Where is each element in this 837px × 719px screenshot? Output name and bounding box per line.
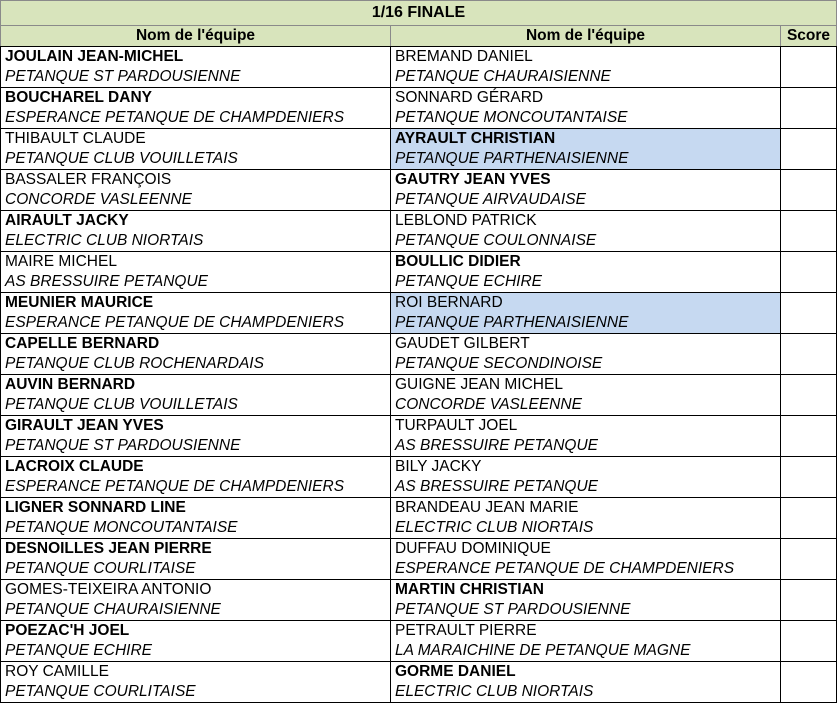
score-cell[interactable] (781, 129, 837, 170)
team1-club-name[interactable]: PETANQUE COURLITAISE (1, 682, 391, 703)
match-row-clubs (1, 231, 837, 252)
team1-club-name[interactable]: PETANQUE ST PARDOUSIENNE (1, 67, 391, 88)
team2-club-name[interactable]: PETANQUE PARTHENAISIENNE (391, 313, 781, 334)
score-cell[interactable] (781, 375, 837, 416)
match-row-names (1, 416, 837, 437)
score-header: Score (781, 26, 837, 47)
team2-club-name[interactable]: PETANQUE PARTHENAISIENNE (391, 149, 781, 170)
team1-player-name[interactable]: MAIRE MICHEL (1, 252, 391, 273)
team2-player-name[interactable]: BRANDEAU JEAN MARIE (391, 498, 781, 519)
team2-player-name[interactable]: DUFFAU DOMINIQUE (391, 539, 781, 560)
score-cell[interactable] (781, 88, 837, 129)
match-row-clubs (1, 641, 837, 662)
team2-player-name[interactable]: GAUDET GILBERT (391, 334, 781, 355)
match-row-names (1, 88, 837, 109)
team1-player-name[interactable]: POEZAC'H JOEL (1, 621, 391, 642)
team1-player-name[interactable]: ROY CAMILLE (1, 662, 391, 683)
match-row-names (1, 375, 837, 396)
team1-club-name[interactable]: ELECTRIC CLUB NIORTAIS (1, 231, 391, 252)
team1-club-name[interactable]: ESPERANCE PETANQUE DE CHAMPDENIERS (1, 313, 391, 334)
match-row-clubs (1, 67, 837, 88)
team1-player-name[interactable]: JOULAIN JEAN-MICHEL (1, 47, 391, 68)
team1-player-name[interactable]: LACROIX CLAUDE (1, 457, 391, 478)
match-row-clubs (1, 559, 837, 580)
match-row-clubs (1, 600, 837, 621)
team1-club-name[interactable]: PETANQUE COURLITAISE (1, 559, 391, 580)
team2-club-name[interactable]: PETANQUE COULONNAISE (391, 231, 781, 252)
match-row-names (1, 170, 837, 191)
match-row-names (1, 457, 837, 478)
team1-player-name[interactable]: AUVIN BERNARD (1, 375, 391, 396)
team2-player-name[interactable]: GAUTRY JEAN YVES (391, 170, 781, 191)
team1-club-name[interactable]: PETANQUE ECHIRE (1, 641, 391, 662)
score-cell[interactable] (781, 457, 837, 498)
title-row (1, 1, 837, 26)
score-cell[interactable] (781, 293, 837, 334)
team2-player-name[interactable]: MARTIN CHRISTIAN (391, 580, 781, 601)
match-row-clubs (1, 395, 837, 416)
team2-player-name[interactable]: ROI BERNARD (391, 293, 781, 314)
match-row-clubs (1, 436, 837, 457)
team2-player-name[interactable]: SONNARD GÉRARD (391, 88, 781, 109)
team1-header: Nom de l'équipe (1, 26, 391, 47)
team2-club-name[interactable]: AS BRESSUIRE PETANQUE (391, 477, 781, 498)
team1-player-name[interactable]: CAPELLE BERNARD (1, 334, 391, 355)
match-row-clubs (1, 108, 837, 129)
match-row-clubs (1, 354, 837, 375)
team2-player-name[interactable]: LEBLOND PATRICK (391, 211, 781, 232)
score-cell[interactable] (781, 334, 837, 375)
team1-player-name[interactable]: DESNOILLES JEAN PIERRE (1, 539, 391, 560)
team2-player-name[interactable]: BOULLIC DIDIER (391, 252, 781, 273)
score-cell[interactable] (781, 539, 837, 580)
team2-club-name[interactable]: PETANQUE SECONDINOISE (391, 354, 781, 375)
match-row-clubs (1, 477, 837, 498)
score-cell[interactable] (781, 252, 837, 293)
match-row-clubs (1, 313, 837, 334)
score-cell[interactable] (781, 580, 837, 621)
match-row-clubs (1, 272, 837, 293)
match-row-names (1, 129, 837, 150)
team1-player-name[interactable]: GIRAULT JEAN YVES (1, 416, 391, 437)
team1-player-name[interactable]: GOMES-TEIXEIRA ANTONIO (1, 580, 391, 601)
team2-club-name[interactable]: AS BRESSUIRE PETANQUE (391, 436, 781, 457)
match-row-clubs (1, 518, 837, 539)
team1-club-name[interactable]: PETANQUE CLUB VOUILLETAIS (1, 395, 391, 416)
team2-player-name[interactable]: BILY JACKY (391, 457, 781, 478)
match-row-clubs (1, 149, 837, 170)
team1-player-name[interactable]: THIBAULT CLAUDE (1, 129, 391, 150)
score-cell[interactable] (781, 662, 837, 703)
team2-player-name[interactable]: GUIGNE JEAN MICHEL (391, 375, 781, 396)
team1-club-name[interactable]: PETANQUE CLUB ROCHENARDAIS (1, 354, 391, 375)
team2-club-name[interactable]: CONCORDE VASLEENNE (391, 395, 781, 416)
team1-club-name[interactable]: CONCORDE VASLEENNE (1, 190, 391, 211)
match-row-names (1, 621, 837, 642)
match-row-names (1, 580, 837, 601)
score-cell[interactable] (781, 416, 837, 457)
team2-club-name[interactable]: ELECTRIC CLUB NIORTAIS (391, 682, 781, 703)
team2-player-name[interactable]: PETRAULT PIERRE (391, 621, 781, 642)
team2-club-name[interactable]: PETANQUE ST PARDOUSIENNE (391, 600, 781, 621)
team1-player-name[interactable]: BASSALER FRANÇOIS (1, 170, 391, 191)
team2-club-name[interactable]: PETANQUE ECHIRE (391, 272, 781, 293)
score-cell[interactable] (781, 47, 837, 88)
score-cell[interactable] (781, 498, 837, 539)
team2-club-name[interactable]: ESPERANCE PETANQUE DE CHAMPDENIERS (391, 559, 781, 580)
score-cell[interactable] (781, 170, 837, 211)
match-row-names (1, 47, 837, 68)
team2-club-name[interactable]: LA MARAICHINE DE PETANQUE MAGNE (391, 641, 781, 662)
match-row-names (1, 252, 837, 273)
team1-player-name[interactable]: LIGNER SONNARD LINE (1, 498, 391, 519)
team1-club-name[interactable]: PETANQUE ST PARDOUSIENNE (1, 436, 391, 457)
match-row-names (1, 293, 837, 314)
match-row-names (1, 334, 837, 355)
score-cell[interactable] (781, 621, 837, 662)
team2-player-name[interactable]: AYRAULT CHRISTIAN (391, 129, 781, 150)
team1-club-name[interactable]: PETANQUE CLUB VOUILLETAIS (1, 149, 391, 170)
team1-player-name[interactable]: MEUNIER MAURICE (1, 293, 391, 314)
score-cell[interactable] (781, 211, 837, 252)
match-row-names (1, 211, 837, 232)
team2-player-name[interactable]: BREMAND DANIEL (391, 47, 781, 68)
team1-club-name[interactable]: ESPERANCE PETANQUE DE CHAMPDENIERS (1, 108, 391, 129)
team2-club-name[interactable]: ELECTRIC CLUB NIORTAIS (391, 518, 781, 539)
team1-player-name[interactable]: AIRAULT JACKY (1, 211, 391, 232)
match-row-clubs (1, 682, 837, 703)
team1-club-name[interactable]: ESPERANCE PETANQUE DE CHAMPDENIERS (1, 477, 391, 498)
team1-player-name[interactable]: BOUCHAREL DANY (1, 88, 391, 109)
team1-club-name[interactable]: AS BRESSUIRE PETANQUE (1, 272, 391, 293)
team1-club-name[interactable]: PETANQUE MONCOUTANTAISE (1, 518, 391, 539)
team2-player-name[interactable]: GORME DANIEL (391, 662, 781, 683)
team2-club-name[interactable]: PETANQUE CHAURAISIENNE (391, 67, 781, 88)
match-row-clubs (1, 190, 837, 211)
match-row-names (1, 662, 837, 683)
team2-player-name[interactable]: TURPAULT JOEL (391, 416, 781, 437)
team1-club-name[interactable]: PETANQUE CHAURAISIENNE (1, 600, 391, 621)
match-row-names (1, 498, 837, 519)
round-title: 1/16 FINALE (1, 1, 837, 26)
team2-header: Nom de l'équipe (391, 26, 781, 47)
team2-club-name[interactable]: PETANQUE MONCOUTANTAISE (391, 108, 781, 129)
match-row-names (1, 539, 837, 560)
header-row (1, 26, 837, 47)
team2-club-name[interactable]: PETANQUE AIRVAUDAISE (391, 190, 781, 211)
